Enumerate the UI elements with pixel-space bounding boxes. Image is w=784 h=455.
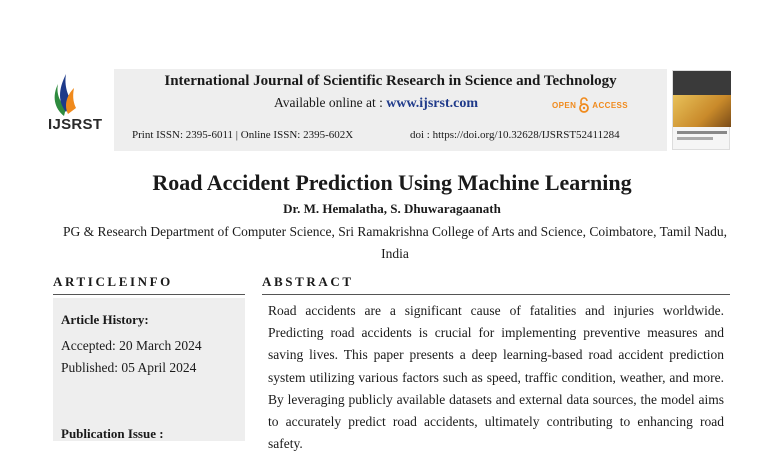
journal-url-link[interactable]: www.ijsrst.com: [386, 96, 478, 111]
journal-banner: [114, 69, 667, 151]
open-access-text: ACCESS: [592, 100, 629, 110]
open-lock-icon: [578, 97, 590, 113]
doi-link[interactable]: doi : https://doi.org/10.32628/IJSRST52411284: [410, 129, 620, 141]
published-date: Published: 05 April 2024: [61, 360, 197, 375]
journal-title: International Journal of Scientific Research in Science and Technology: [164, 73, 617, 89]
open-access-prefix: OPEN: [552, 100, 577, 110]
flame-logo-icon: [50, 72, 80, 118]
accepted-date: Accepted: 20 March 2024: [61, 338, 202, 353]
issn-info: Print ISSN: 2395-6011 | Online ISSN: 2395-602X: [132, 129, 354, 141]
article-info-divider: [53, 294, 245, 295]
logo-text: IJSRST: [48, 116, 103, 133]
abstract-heading: ABSTRACT: [262, 274, 354, 289]
paper-title: Road Accident Prediction Using Machine Learning: [152, 170, 632, 195]
paper-authors: Dr. M. Hemalatha, S. Dhuwaragaanath: [283, 201, 501, 216]
journal-logo: [44, 72, 114, 136]
author-affiliation: PG & Research Department of Computer Science, Sri Ramakrishna College of Arts and Science, Coimbatore, Tamil Nadu, India: [63, 224, 727, 261]
abstract-divider: [262, 294, 730, 295]
article-info-box: [53, 298, 245, 441]
available-online: [274, 95, 478, 112]
available-prefix: Available online at :: [274, 95, 387, 110]
publication-issue-label: Publication Issue :: [61, 426, 164, 441]
article-info-heading: ARTICLEINFO: [53, 274, 173, 289]
article-history-label: Article History:: [61, 312, 149, 327]
open-access-badge: [552, 97, 628, 113]
abstract-text: Road accidents are a significant cause of fatalities and injuries worldwide. Predicting road accidents is crucial for implementing preventive measures and saving lives. This paper presents a deep learning-based road accident prediction system utilizing various factors such as speed, traffic condition, weather, and more. By leveraging publicly available datasets and external data sources, the model aims to accurately predict road accidents, ultimately contributing to enhancing road safety.: [268, 303, 724, 452]
journal-cover-image: [672, 70, 730, 150]
